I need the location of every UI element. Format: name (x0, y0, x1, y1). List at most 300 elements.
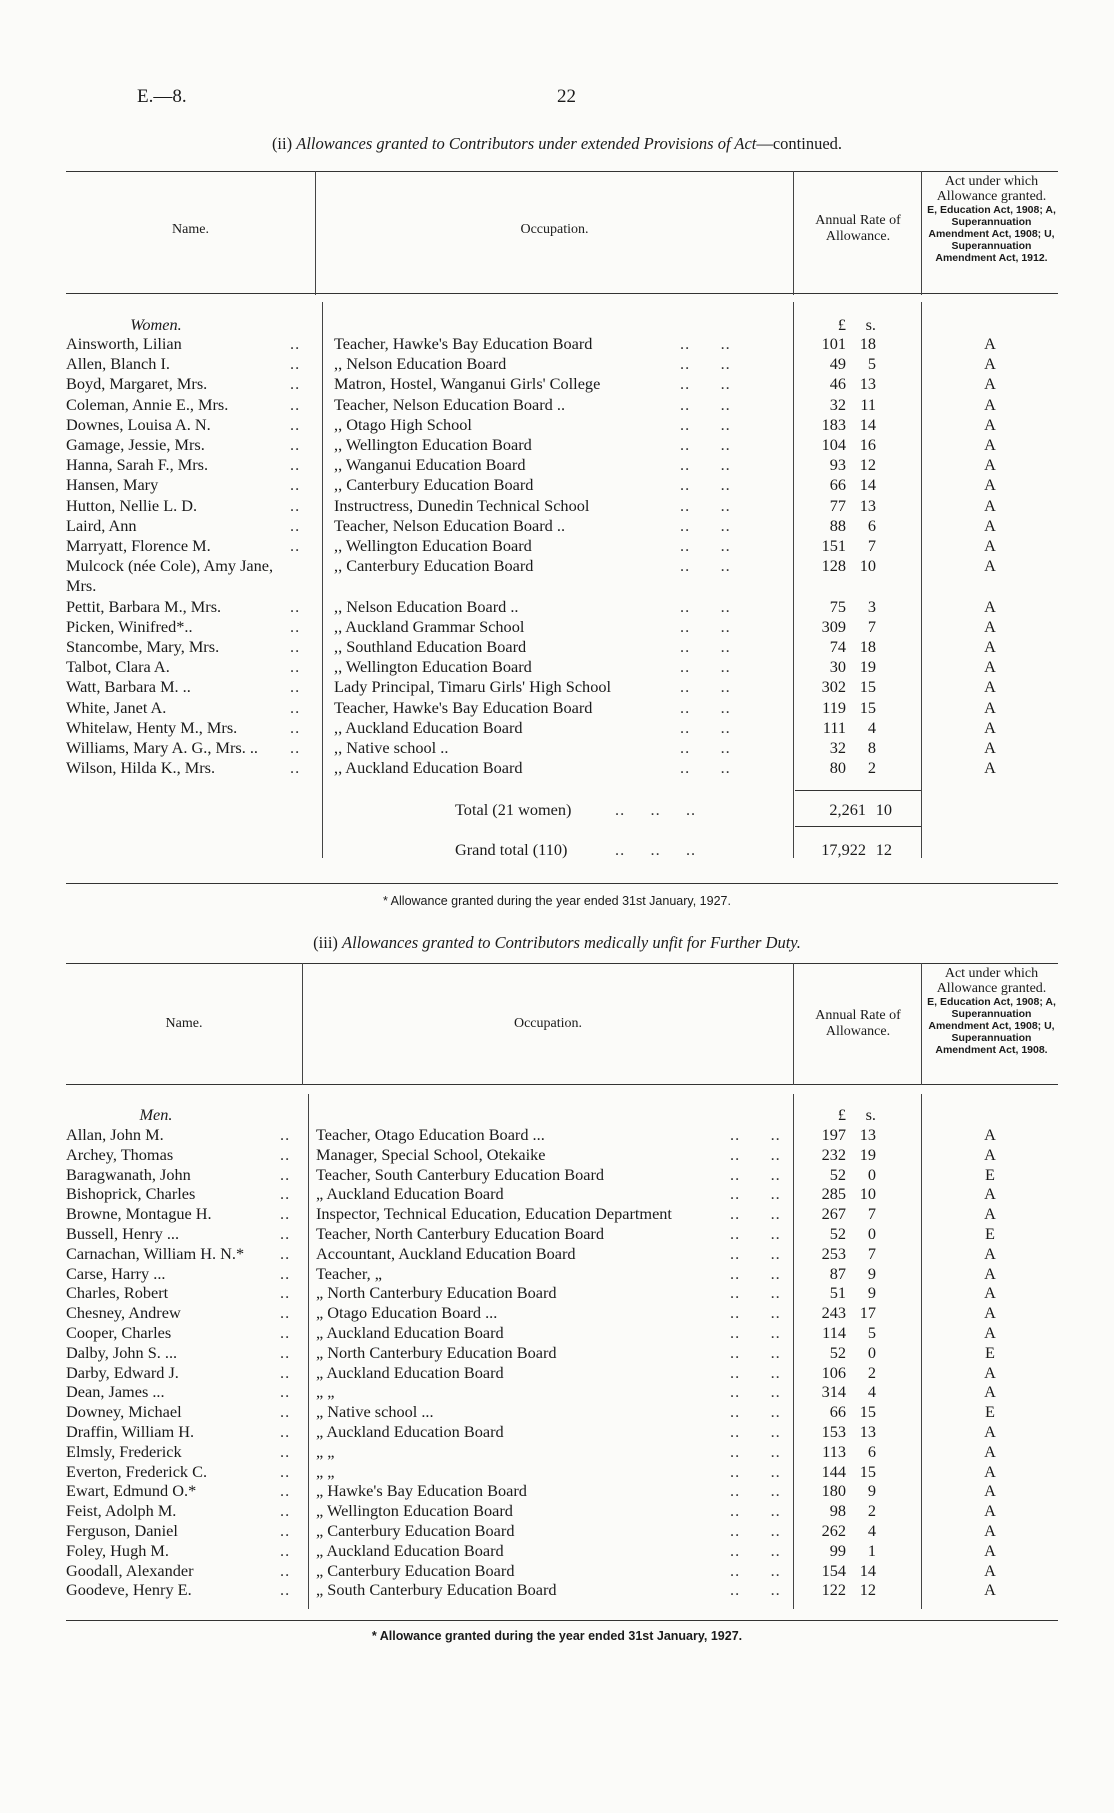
leader-dots: .. .. (680, 435, 731, 454)
row-act-code: A (984, 556, 996, 576)
row-name: Watt, Barbara M. .. (66, 677, 191, 697)
leader-dots: .. .. (680, 414, 731, 434)
leader-dots: .. (280, 1342, 291, 1362)
row-pounds: 93 (829, 455, 846, 475)
leader-dots: .. (280, 1481, 291, 1501)
leader-dots: .. .. (680, 455, 731, 475)
row-name: Coleman, Annie E., Mrs. (66, 394, 229, 414)
row-shillings: 13 (859, 374, 876, 394)
leader-dots: .. (290, 394, 301, 414)
leader-dots: .. .. (730, 1283, 781, 1303)
table-row (0, 475, 1114, 495)
row-act-code: A (984, 1481, 996, 1501)
column-header-occupation: Occupation. (520, 222, 589, 237)
leader-dots: .. (280, 1243, 291, 1263)
row-shillings: 11 (860, 394, 876, 414)
subheading-women: Women. (130, 315, 182, 334)
row-pounds: 151 (821, 536, 846, 555)
row-act-code: A (984, 1263, 996, 1283)
row-occupation: Teacher, Hawke's Bay Education Board (334, 697, 593, 717)
leader-dots: .. .. (730, 1441, 781, 1461)
row-shillings: 7 (867, 536, 876, 555)
row-name: Chesney, Andrew (66, 1303, 181, 1323)
row-name: Baragwanath, John (66, 1164, 191, 1184)
row-pounds: 87 (829, 1263, 846, 1283)
table-header-rule (66, 293, 1058, 294)
row-shillings: 10 (859, 556, 876, 576)
row-name: Ainsworth, Lilian (66, 334, 182, 353)
leader-dots: .. .. (680, 637, 731, 656)
table-row (0, 1204, 1114, 1224)
grand-total-row (0, 840, 1114, 860)
row-name: White, Janet A. (66, 697, 167, 717)
row-pounds: 114 (822, 1323, 846, 1342)
table-row (0, 1303, 1114, 1323)
leader-dots: .. (290, 536, 301, 555)
row-name: Dalby, John S. ... (66, 1342, 178, 1362)
report-code: E.—8. (137, 86, 187, 107)
row-act-code: A (984, 1243, 996, 1263)
row-occupation: ,, Auckland Education Board (334, 758, 523, 778)
table-row (0, 1541, 1114, 1561)
section-iii-number: (iii) (313, 933, 338, 952)
leader-dots: .. (280, 1164, 291, 1184)
leader-dots: .. .. (680, 556, 731, 576)
row-pounds: 66 (829, 1402, 846, 1422)
row-act-code: A (984, 1323, 996, 1342)
row-name: Picken, Winifred*.. (66, 616, 193, 636)
row-pounds: 243 (821, 1303, 846, 1323)
leader-dots: .. (290, 717, 301, 737)
row-occupation: ,, Auckland Education Board (334, 717, 523, 737)
row-occupation: Inspector, Technical Education, Education Department (316, 1204, 672, 1224)
table-row (0, 597, 1114, 617)
table-row (0, 556, 1114, 576)
leader-dots: .. .. (680, 475, 731, 495)
row-name: Downey, Michael (66, 1402, 182, 1422)
row-pounds: 52 (829, 1224, 846, 1243)
leader-dots: .. .. (730, 1521, 781, 1540)
leader-dots: .. .. (680, 495, 731, 515)
leader-dots: .. (280, 1540, 291, 1560)
row-occupation: ,, Southland Education Board (334, 637, 527, 656)
table-row-continuation (0, 576, 1114, 596)
row-occupation: ,, Otago High School (334, 414, 472, 434)
row-act-code: A (984, 1521, 996, 1540)
row-name: Stancombe, Mary, Mrs. (66, 637, 220, 656)
leader-dots: .. (280, 1263, 291, 1283)
leader-dots: .. (280, 1224, 291, 1243)
row-occupation: ,, Canterbury Education Board (334, 556, 534, 576)
row-act-code: E (985, 1224, 995, 1243)
row-pounds: 98 (829, 1501, 846, 1521)
column-header-act (925, 966, 1058, 1056)
row-occupation: „ Wellington Education Board (316, 1501, 513, 1521)
leader-dots: .. .. .. (615, 800, 697, 819)
row-act-code: A (984, 374, 996, 394)
row-name: Whitelaw, Henty M., Mrs. (66, 717, 238, 737)
row-shillings: 10 (859, 1184, 876, 1204)
row-act-code: A (984, 435, 996, 454)
leader-dots: .. .. (730, 1362, 781, 1382)
table-row (0, 354, 1114, 374)
row-pounds: 180 (821, 1481, 846, 1501)
row-name: Browne, Montague H. (66, 1204, 212, 1224)
table-row (0, 1462, 1114, 1482)
row-act-code: E (985, 1164, 995, 1184)
leader-dots: .. .. (730, 1402, 781, 1422)
table-row (0, 1481, 1114, 1501)
row-shillings: 12 (859, 1580, 876, 1600)
row-pounds: 88 (829, 515, 846, 535)
row-act-code: A (984, 717, 996, 737)
leader-dots: .. (290, 657, 301, 677)
row-name: Pettit, Barbara M., Mrs. (66, 596, 222, 616)
row-occupation: ,, Canterbury Education Board (334, 475, 534, 495)
row-pounds: 267 (821, 1204, 846, 1224)
row-name: Ferguson, Daniel (66, 1521, 178, 1540)
leader-dots: .. .. (680, 394, 731, 414)
table-row (0, 496, 1114, 516)
table-bottom-rule (66, 883, 1058, 884)
row-act-code: A (984, 657, 996, 677)
table-row (0, 455, 1114, 475)
row-pounds: 314 (821, 1382, 846, 1402)
row-shillings: 15 (859, 697, 876, 717)
row-occupation: „ „ (316, 1441, 335, 1461)
row-pounds: 154 (821, 1560, 846, 1580)
leader-dots: .. (280, 1560, 291, 1580)
leader-dots: .. (280, 1441, 291, 1461)
leader-dots: .. .. (680, 354, 731, 374)
row-shillings: 18 (859, 334, 876, 353)
grand-total-pounds: 17,922 (821, 840, 866, 859)
row-occupation: Teacher, „ (316, 1263, 382, 1283)
leader-dots: .. (290, 354, 301, 374)
leader-dots: .. (290, 414, 301, 434)
row-occupation: ,, Native school .. (334, 738, 449, 757)
row-act-code: A (984, 475, 996, 495)
row-shillings: 0 (867, 1164, 876, 1184)
table-row (0, 1283, 1114, 1303)
leader-dots: .. (280, 1362, 291, 1382)
leader-dots: .. .. (680, 717, 731, 737)
column-header-name: Name. (165, 1016, 203, 1031)
row-pounds: 113 (822, 1441, 846, 1461)
table-row (0, 1145, 1114, 1165)
section-iii-footnote: * Allowance granted during the year ended 31st January, 1927. (371, 1629, 743, 1643)
row-act-code: A (984, 1184, 996, 1204)
row-name: Williams, Mary A. G., Mrs. .. (66, 738, 258, 757)
row-act-code: A (984, 536, 996, 555)
row-pounds: 32 (829, 738, 846, 757)
leader-dots: .. .. (730, 1461, 781, 1481)
row-occupation: „ Canterbury Education Board (316, 1560, 515, 1580)
table-row (0, 1422, 1114, 1442)
leader-dots: .. .. (730, 1580, 781, 1600)
table-row (0, 1580, 1114, 1600)
leader-dots: .. .. (680, 697, 731, 717)
row-shillings: 3 (867, 596, 876, 616)
row-act-code: A (984, 738, 996, 757)
row-name: Marryatt, Florence M. (66, 536, 211, 555)
table-row (0, 415, 1114, 435)
column-divider (921, 963, 922, 1085)
table-row (0, 1224, 1114, 1244)
table-row (0, 718, 1114, 738)
row-shillings: 19 (859, 1144, 876, 1164)
row-shillings: 2 (867, 1501, 876, 1521)
row-shillings: 13 (859, 1125, 876, 1144)
row-act-code: A (984, 1204, 996, 1224)
table-row (0, 435, 1114, 455)
row-occupation: „ Hawke's Bay Education Board (316, 1481, 527, 1501)
table-row (0, 1343, 1114, 1363)
row-shillings: 18 (859, 637, 876, 656)
table-row (0, 1165, 1114, 1185)
row-name: Feist, Adolph M. (66, 1501, 177, 1521)
row-pounds: 49 (829, 354, 846, 374)
column-divider (793, 171, 794, 295)
row-act-code: A (984, 394, 996, 414)
row-occupation: Matron, Hostel, Wanganui Girls' College (334, 374, 601, 394)
page-number: 22 (557, 86, 576, 107)
table-row (0, 617, 1114, 637)
act-header-legend: E, Education Act, 1908; A, Superannuation Amendment Act, 1908; U, Superannuation Amendment Act, 1908. (927, 996, 1056, 1056)
row-pounds: 104 (821, 435, 846, 454)
row-occupation: ,, Wellington Education Board (334, 657, 532, 677)
row-shillings: 4 (867, 1382, 876, 1402)
row-shillings: 2 (867, 1362, 876, 1382)
row-pounds: 309 (821, 616, 846, 636)
leader-dots: .. (290, 697, 301, 717)
leader-dots: .. .. (680, 596, 731, 616)
table-row (0, 374, 1114, 394)
row-act-code: A (984, 1580, 996, 1600)
table-row (0, 1125, 1114, 1145)
leader-dots: .. .. (730, 1382, 781, 1402)
row-pounds: 66 (829, 475, 846, 495)
act-header-title: Act under which Allowance granted. (936, 966, 1047, 996)
column-divider (793, 963, 794, 1085)
grand-total-shillings: 12 (875, 840, 892, 859)
row-pounds: 30 (829, 657, 846, 677)
row-name: Draffin, William H. (66, 1422, 195, 1441)
leader-dots: .. .. (680, 616, 731, 636)
table-row (0, 1521, 1114, 1541)
row-occupation: Teacher, South Canterbury Education Board (316, 1164, 605, 1184)
row-shillings: 16 (859, 435, 876, 454)
row-shillings: 9 (867, 1481, 876, 1501)
table-top-rule (66, 171, 1058, 172)
leader-dots: .. .. (730, 1243, 781, 1263)
row-pounds: 253 (821, 1243, 846, 1263)
table-row (0, 738, 1114, 758)
leader-dots: .. (280, 1204, 291, 1224)
leader-dots: .. .. (730, 1224, 781, 1243)
table-row (0, 1442, 1114, 1462)
row-shillings: 8 (867, 738, 876, 757)
row-occupation: ,, Wellington Education Board (334, 536, 532, 555)
leader-dots: .. .. (730, 1125, 781, 1144)
row-act-code: A (984, 1303, 996, 1323)
leader-dots: .. (290, 475, 301, 495)
row-shillings: 6 (867, 1441, 876, 1461)
row-name: Carse, Harry ... (66, 1263, 166, 1283)
leader-dots: .. .. (680, 334, 731, 353)
row-act-code: A (984, 495, 996, 515)
row-name: Talbot, Clara A. (66, 657, 170, 677)
leader-dots: .. (280, 1382, 291, 1402)
row-occupation: Teacher, North Canterbury Education Board (316, 1224, 604, 1243)
column-header-name: Name. (172, 222, 209, 237)
leader-dots: .. (280, 1184, 291, 1204)
row-name: Everton, Frederick C. (66, 1461, 208, 1481)
leader-dots: .. (290, 738, 301, 757)
row-shillings: 2 (867, 758, 876, 778)
row-name: Mulcock (née Cole), Amy Jane, (66, 556, 274, 576)
row-act-code: A (984, 1382, 996, 1402)
leader-dots: .. .. (680, 515, 731, 535)
leader-dots: .. (280, 1521, 291, 1540)
column-header-rate: Annual Rate of Allowance. (815, 213, 901, 244)
leader-dots: .. .. (730, 1303, 781, 1323)
row-shillings: 0 (867, 1224, 876, 1243)
leader-dots: .. (290, 374, 301, 394)
row-act-code: A (984, 354, 996, 374)
unit-pound: £ (837, 315, 846, 334)
act-header-legend: E, Education Act, 1908; A, Superannuation Amendment Act, 1908; U, Superannuation Amendment Act, 1912. (927, 204, 1056, 264)
row-name: Bishoprick, Charles (66, 1184, 196, 1204)
row-occupation: „ „ (316, 1461, 335, 1481)
section-iii-title (0, 933, 1114, 953)
leader-dots: .. .. (730, 1481, 781, 1501)
leader-dots: .. .. (730, 1144, 781, 1164)
leader-dots: .. .. (680, 758, 731, 778)
row-name: Gamage, Jessie, Mrs. (66, 435, 205, 454)
row-pounds: 52 (829, 1164, 846, 1184)
row-shillings: 15 (859, 677, 876, 697)
unit-shilling: s. (865, 1105, 876, 1124)
row-name: Ewart, Edmund O.* (66, 1481, 197, 1501)
row-occupation: „ North Canterbury Education Board (316, 1283, 557, 1303)
row-occupation: „ Canterbury Education Board (316, 1521, 515, 1540)
row-pounds: 144 (821, 1461, 846, 1481)
row-shillings: 12 (859, 455, 876, 475)
row-name: Hutton, Nellie L. D. (66, 495, 198, 515)
row-act-code: A (984, 616, 996, 636)
row-shillings: 9 (867, 1263, 876, 1283)
leader-dots: .. .. .. (615, 840, 697, 859)
row-shillings: 5 (867, 1323, 876, 1342)
leader-dots: .. (290, 455, 301, 475)
total-rule (795, 790, 921, 791)
row-pounds: 122 (821, 1580, 846, 1600)
row-name: Boyd, Margaret, Mrs. (66, 374, 208, 394)
row-act-code: A (984, 1501, 996, 1521)
row-name: Laird, Ann (66, 515, 137, 535)
table-bottom-rule (66, 1620, 1058, 1621)
row-occupation: „ Otago Education Board ... (316, 1303, 498, 1323)
row-shillings: 14 (859, 475, 876, 495)
row-occupation: „ Native school ... (316, 1402, 434, 1422)
leader-dots: .. (280, 1501, 291, 1521)
table-row (0, 1402, 1114, 1422)
row-occupation: Lady Principal, Timaru Girls' High School (334, 677, 611, 697)
row-occupation: Accountant, Auckland Education Board (316, 1243, 576, 1263)
grand-total-label: Grand total (110) (455, 840, 568, 859)
row-pounds: 153 (821, 1422, 846, 1441)
row-act-code: A (984, 334, 996, 353)
row-name-continuation: Mrs. (66, 576, 97, 596)
row-act-code: A (984, 1125, 996, 1144)
row-name: Foley, Hugh M. (66, 1540, 169, 1560)
leader-dots: .. .. (680, 677, 731, 697)
row-shillings: 7 (867, 616, 876, 636)
table-row (0, 516, 1114, 536)
row-pounds: 197 (821, 1125, 846, 1144)
total-pounds: 2,261 (829, 800, 866, 819)
row-act-code: A (984, 515, 996, 535)
leader-dots: .. .. (680, 536, 731, 555)
table-row (0, 657, 1114, 677)
row-shillings: 7 (867, 1243, 876, 1263)
leader-dots: .. .. (730, 1342, 781, 1362)
row-shillings: 5 (867, 354, 876, 374)
row-act-code: A (984, 1422, 996, 1441)
leader-dots: .. (290, 515, 301, 535)
row-occupation: „ Auckland Education Board (316, 1184, 504, 1204)
row-act-code: A (984, 758, 996, 778)
row-shillings: 13 (859, 495, 876, 515)
row-pounds: 74 (829, 637, 846, 656)
row-pounds: 119 (822, 697, 846, 717)
row-act-code: A (984, 1362, 996, 1382)
row-name: Carnachan, William H. N.* (66, 1243, 245, 1263)
leader-dots: .. .. (730, 1422, 781, 1441)
row-pounds: 99 (829, 1540, 846, 1560)
row-shillings: 9 (867, 1283, 876, 1303)
row-act-code: A (984, 1461, 996, 1481)
column-header-rate: Annual Rate of Allowance. (815, 1008, 901, 1039)
leader-dots: .. (280, 1323, 291, 1342)
row-act-code: A (984, 1144, 996, 1164)
leader-dots: .. .. (730, 1501, 781, 1521)
row-occupation: „ Auckland Education Board (316, 1362, 504, 1382)
row-act-code: A (984, 1540, 996, 1560)
row-name: Archey, Thomas (66, 1144, 174, 1164)
leader-dots: .. (280, 1125, 291, 1144)
row-name: Dean, James ... (66, 1382, 165, 1402)
row-name: Downes, Louisa A. N. (66, 414, 211, 434)
row-pounds: 232 (821, 1144, 846, 1164)
total-shillings: 10 (875, 800, 892, 819)
leader-dots: .. (280, 1283, 291, 1303)
row-act-code: A (984, 637, 996, 656)
leader-dots: .. (290, 435, 301, 454)
leader-dots: .. (280, 1303, 291, 1323)
leader-dots: .. (280, 1580, 291, 1600)
row-name: Darby, Edward J. (66, 1362, 179, 1382)
subheading-row (0, 315, 1114, 335)
row-name: Hansen, Mary (66, 475, 159, 495)
leader-dots: .. (290, 616, 301, 636)
leader-dots: .. .. (680, 738, 731, 757)
row-act-code: E (985, 1402, 995, 1422)
leader-dots: .. (290, 596, 301, 616)
row-occupation: ,, Nelson Education Board (334, 354, 507, 374)
leader-dots: .. .. (730, 1560, 781, 1580)
